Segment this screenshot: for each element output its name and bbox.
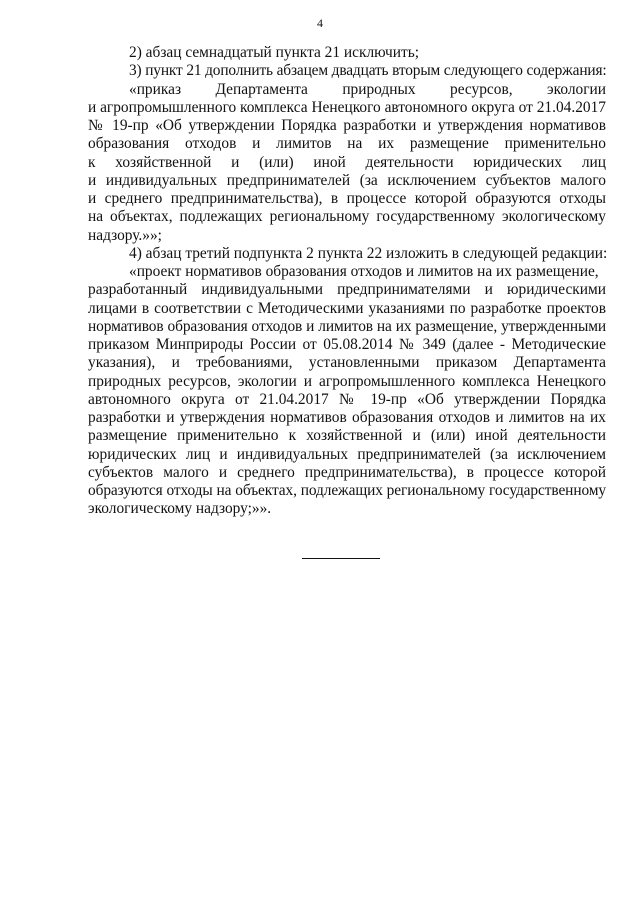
text-line: «проект нормативов образования отходов и лимитов на их размещение, xyxy=(129,263,599,280)
text-line: природных ресурсов, экологии и агропромышленного комплекса Ненецкого xyxy=(88,372,606,390)
text-line: № 19-пр «Об утверждении Порядка разработки и утверждения нормативов xyxy=(88,117,606,134)
text-line: и агропромышленного комплекса Ненецкого автономного округа от 21.04.2017 xyxy=(88,98,606,116)
text-line: «приказ Департамента природных ресурсов, экологии xyxy=(129,80,606,98)
text-line: 3) пункт 21 дополнить абзацем двадцать вторым следующего содержания: xyxy=(129,62,607,80)
text-line: образуются отходы на объектах, подлежащих региональному государственному xyxy=(88,482,606,499)
document-body xyxy=(88,44,606,519)
text-line: разработанный индивидуальными предпринимателями и юридическими xyxy=(88,281,606,299)
text-line: нормативов образования отходов и лимитов на их размещение, утвержденными xyxy=(88,317,606,335)
text-line: на объектах, подлежащих региональному государственному экологическому xyxy=(88,208,606,226)
text-line: к хозяйственной и (или) иной деятельности юридических лиц xyxy=(88,153,606,171)
text-line: автономного округа от 21.04.2017 № 19-пр «Об утверждении Порядка xyxy=(88,390,606,408)
text-line: образования отходов и лимитов на их размещение применительно xyxy=(88,135,606,153)
closing-rule xyxy=(302,558,380,559)
text-line: юридических лиц и индивидуальных предпринимателей (за исключением xyxy=(88,445,606,463)
text-line: 4) абзац третий подпункта 2 пункта 22 изложить в следующей редакции: xyxy=(129,244,608,262)
text-line: надзору.»»; xyxy=(88,226,162,244)
text-line: и среднего предпринимательства), в процессе которой образуются отходы xyxy=(88,190,606,207)
text-line: размещение применительно к хозяйственной и (или) иной деятельности xyxy=(88,427,606,445)
page-number: 4 xyxy=(317,16,323,30)
text-line: 2) абзац семнадцатый пункта 21 исключить; xyxy=(129,44,420,61)
text-line: и индивидуальных предпринимателей (за исключением субъектов малого xyxy=(88,171,606,189)
text-line: субъектов малого и среднего предпринимательства), в процессе которой xyxy=(88,463,606,481)
text-line: указания), и требованиями, установленными приказом Департамента xyxy=(88,354,606,372)
text-line: лицами в соответствии с Методическими указаниями по разработке проектов xyxy=(88,299,606,317)
text-line: разработки и утверждения нормативов образования отходов и лимитов на их xyxy=(88,409,606,426)
text-line: приказом Минприроды России от 05.08.2014 № 349 (далее - Методические xyxy=(88,336,606,353)
text-line: экологическому надзору;»». xyxy=(88,500,272,518)
